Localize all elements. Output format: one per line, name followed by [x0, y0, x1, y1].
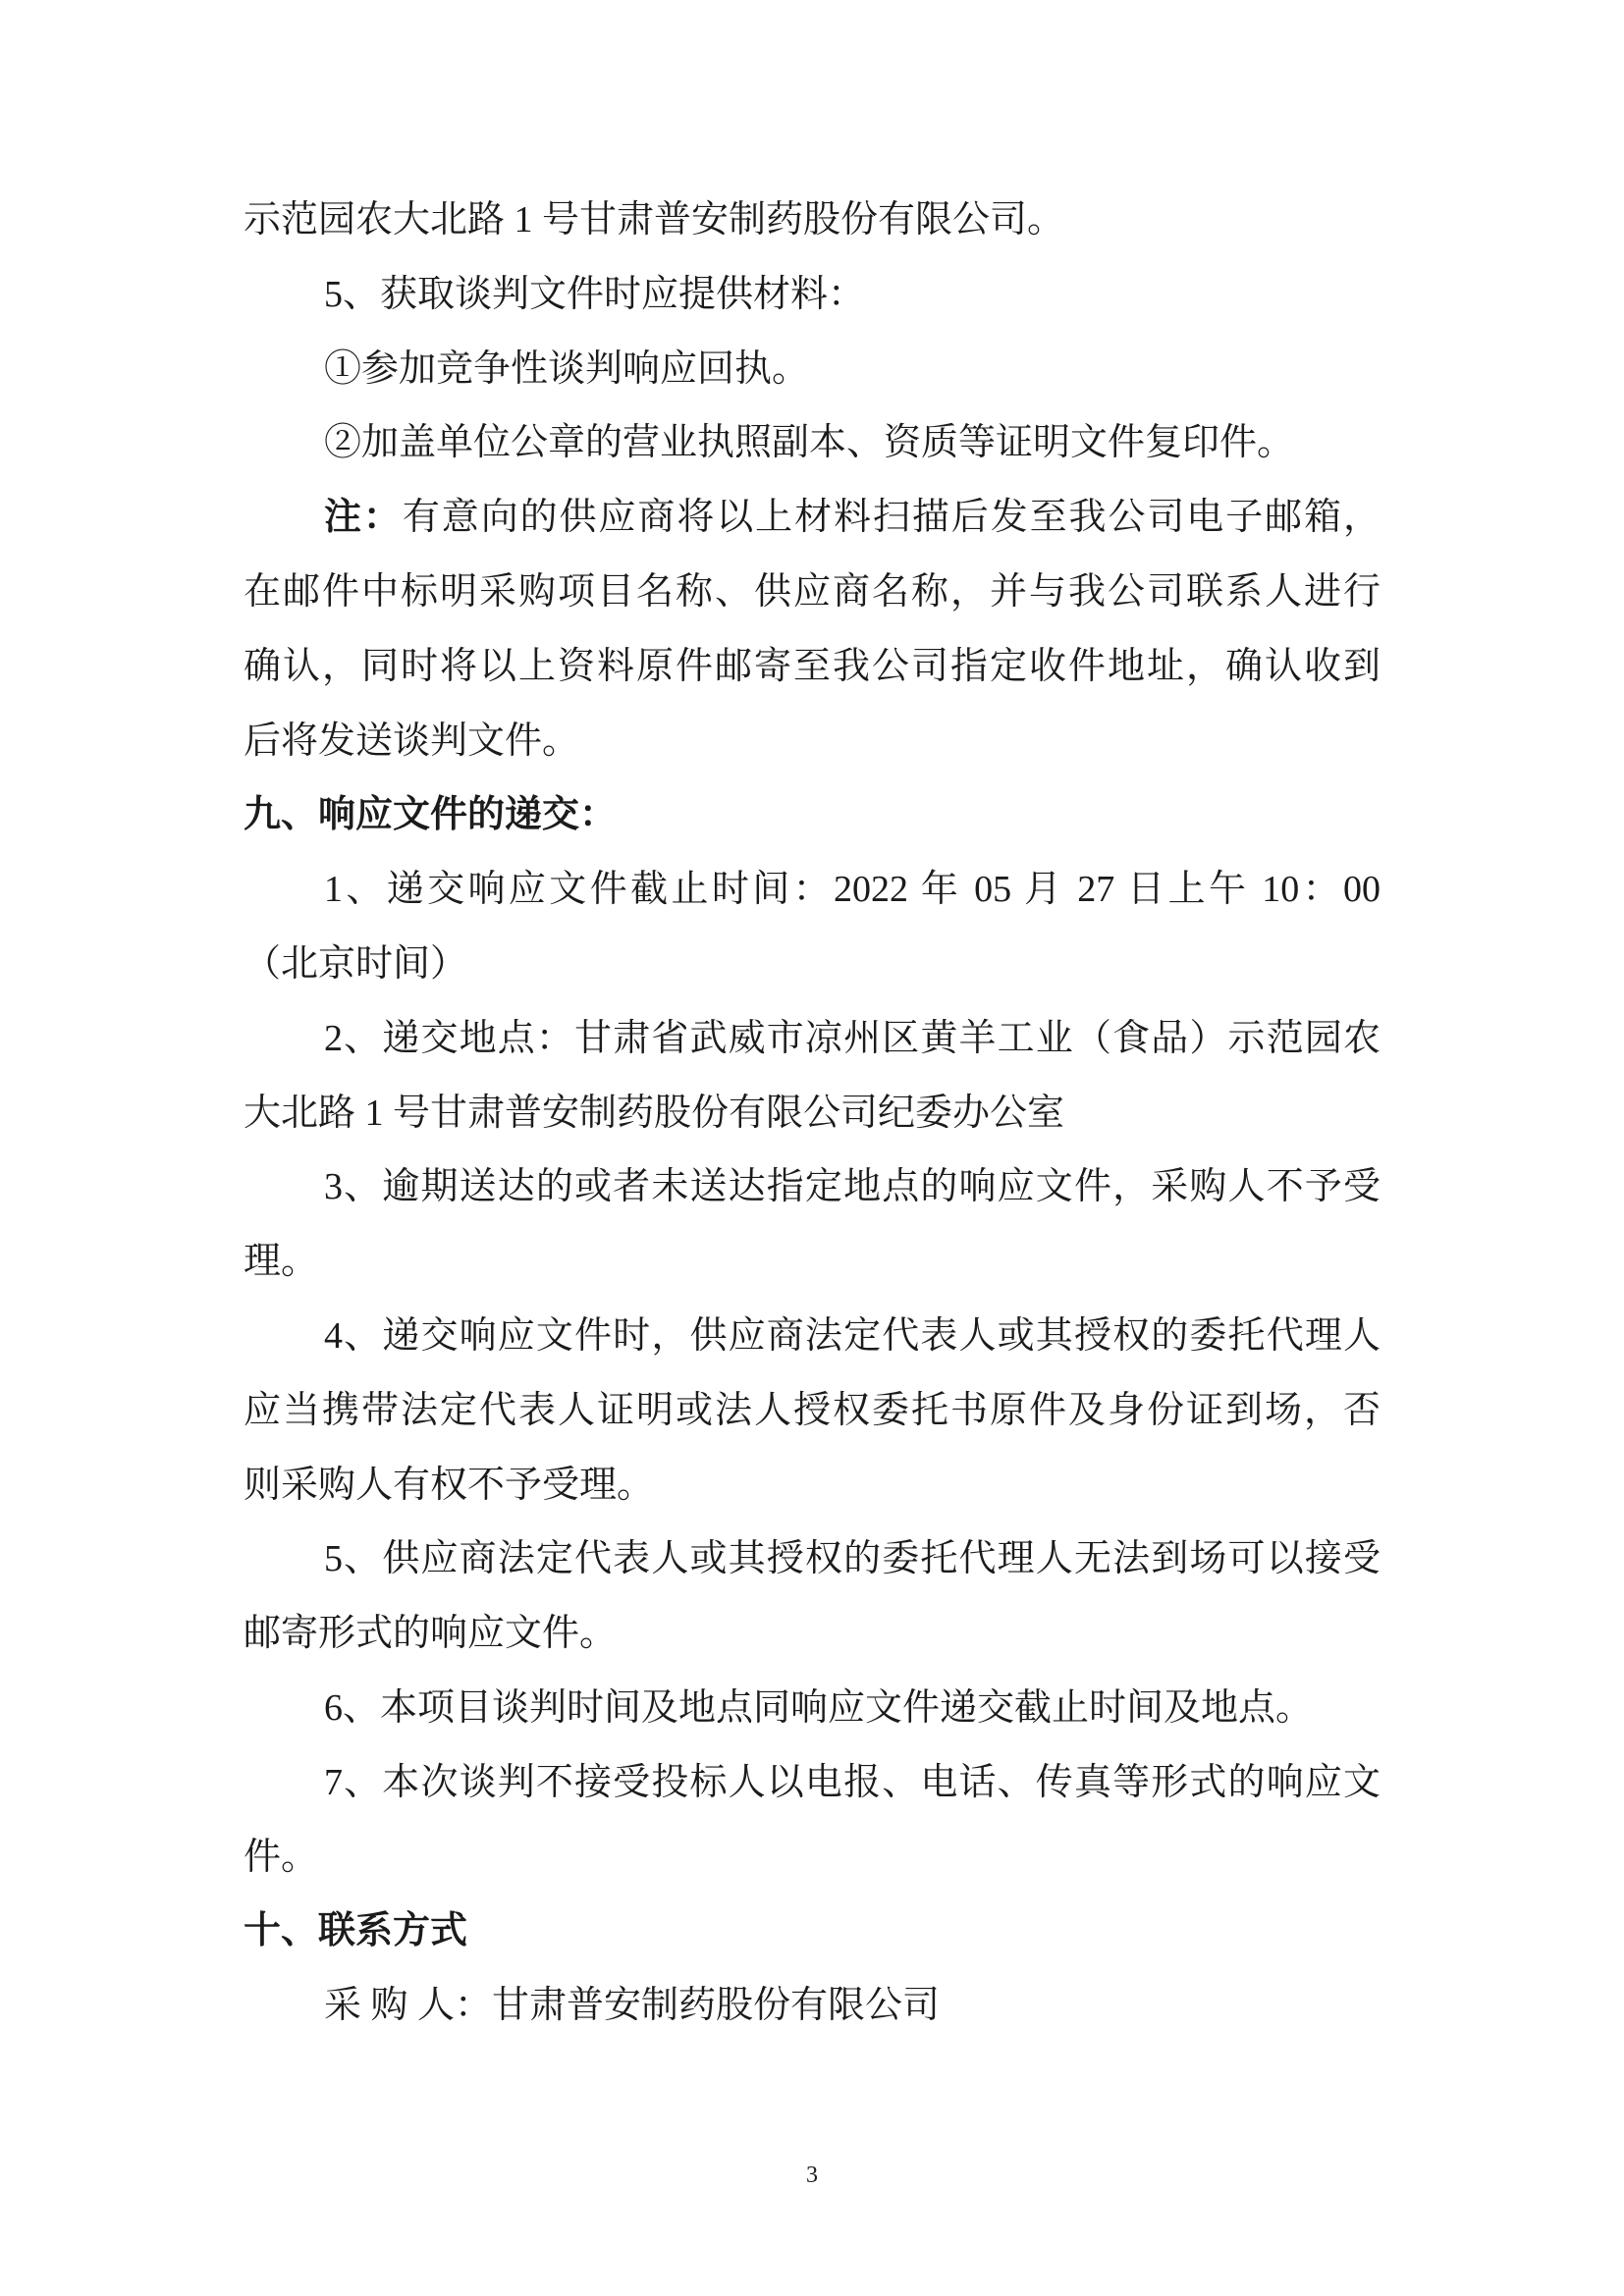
text-line: 邮寄形式的响应文件。 [244, 1613, 618, 1655]
text-line: 3、逾期送达的或者未送达指定地点的响应文件，采购人不予受 [324, 1166, 1380, 1208]
text-line: 6、本项目谈判时间及地点同响应文件递交截止时间及地点。 [324, 1686, 1314, 1729]
note-label: 注： [324, 497, 403, 539]
text-line: 应当携带法定代表人证明或法人授权委托书原件及身份证到场，否 [244, 1389, 1380, 1431]
document-body [244, 184, 1380, 2044]
text-line: 在邮件中标明采购项目名称、供应商名称，并与我公司联系人进行 [244, 570, 1380, 613]
page-number: 3 [806, 2163, 818, 2188]
text-line: 4、递交响应文件时，供应商法定代表人或其授权的委托代理人 [324, 1314, 1380, 1357]
text-line: 件。 [244, 1836, 319, 1878]
text-line: （北京时间） [244, 942, 468, 985]
text-line: 5、获取谈判文件时应提供材料： [324, 273, 866, 315]
text-line: ②加盖单位公章的营业执照副本、资质等证明文件复印件。 [324, 422, 1295, 464]
text-line: 采 购 人：甘肃普安制药股份有限公司 [324, 1985, 941, 2027]
text-line: 示范园农大北路 1 号甘肃普安制药股份有限公司。 [244, 199, 1065, 240]
text-line: 后将发送谈判文件。 [244, 720, 580, 762]
text-line: 注：有意向的供应商将以上材料扫描后发至我公司电子邮箱， [324, 497, 1380, 539]
text-line: 确认，同时将以上资料原件邮寄至我公司指定收件地址，确认收到 [244, 645, 1380, 687]
text-line: 十、联系方式 [244, 1910, 468, 1952]
text-line: 大北路 1 号甘肃普安制药股份有限公司纪委办公室 [244, 1092, 1065, 1134]
text-line: 理。 [244, 1241, 319, 1283]
text-line: 九、响应文件的递交： [244, 794, 618, 836]
text-line: 7、本次谈判不接受投标人以电报、电话、传真等形式的响应文 [324, 1761, 1380, 1803]
text-line: 1、递交响应文件截止时间：2022 年 05 月 27 日上午 10：00 [324, 869, 1380, 911]
text-line: ①参加竞争性谈判响应回执。 [324, 347, 810, 390]
text-line: 5、供应商法定代表人或其授权的委托代理人无法到场可以接受 [324, 1538, 1380, 1580]
text-line: 2、递交地点：甘肃省武威市凉州区黄羊工业（食品）示范园农 [324, 1017, 1380, 1059]
text-line: 则采购人有权不予受理。 [244, 1464, 655, 1506]
